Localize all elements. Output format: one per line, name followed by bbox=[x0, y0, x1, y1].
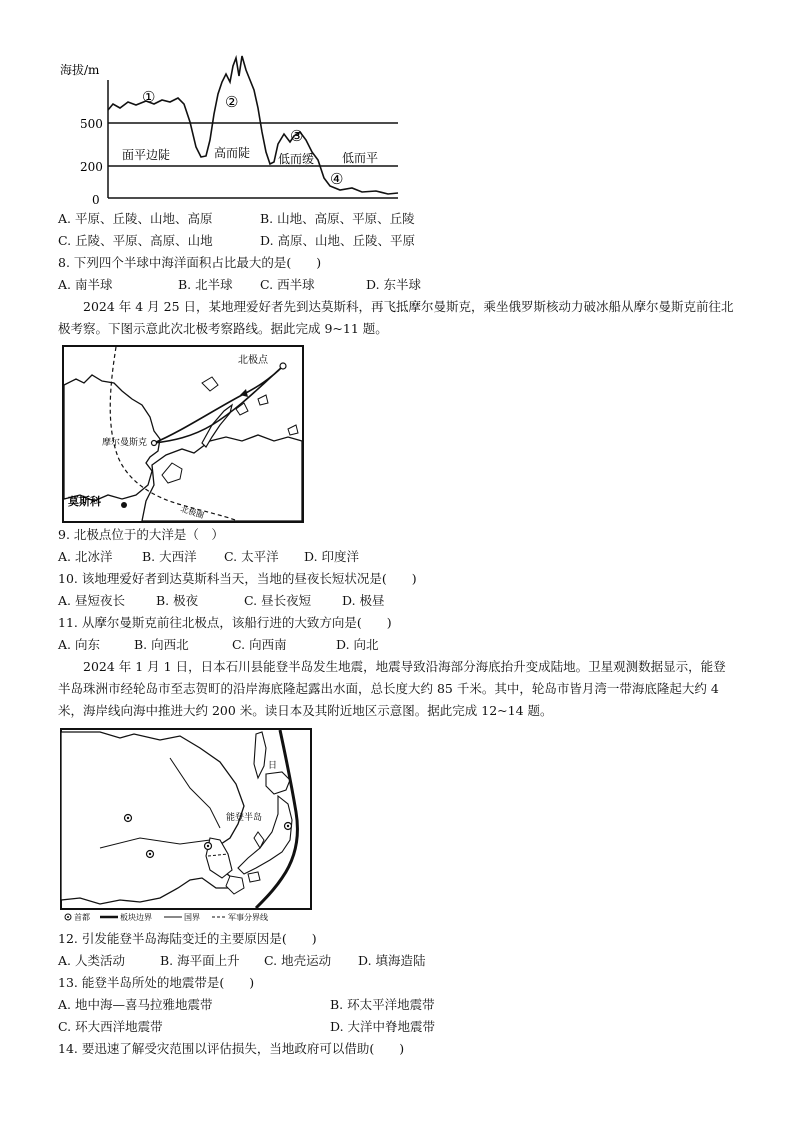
shikoku bbox=[248, 872, 260, 882]
q9-option-c[interactable]: C. 太平洋 bbox=[224, 549, 279, 564]
north-pole-label: 北极点 bbox=[238, 355, 268, 366]
arctic-route-map bbox=[62, 345, 304, 523]
moscow-label: 莫斯科 bbox=[68, 495, 101, 508]
circle-4: ④ bbox=[330, 170, 344, 188]
q13-option-c[interactable]: C. 环大西洋地震带 bbox=[58, 1019, 163, 1034]
q13-option-a[interactable]: A. 地中海—喜马拉雅地震带 bbox=[58, 997, 213, 1012]
tick-500: 500 bbox=[80, 117, 103, 131]
japan-label: 日 bbox=[268, 761, 278, 771]
q12-option-c[interactable]: C. 地壳运动 bbox=[264, 953, 332, 968]
legend-plate: 板块边界 bbox=[120, 913, 152, 922]
circle-1: ① bbox=[142, 88, 156, 106]
q11-option-c[interactable]: C. 向西南 bbox=[232, 637, 287, 652]
q9-option-b[interactable]: B. 大西洋 bbox=[142, 549, 197, 564]
q14-stem: 14. 要迅速了解受灾范围以评估损失，当地政府可以借助( ) bbox=[58, 1041, 405, 1056]
q11-option-d[interactable]: D. 向北 bbox=[336, 637, 379, 652]
q8-option-b[interactable]: B. 北半球 bbox=[178, 277, 233, 292]
q10-option-b[interactable]: B. 极夜 bbox=[156, 593, 199, 608]
murmansk-label: 摩尔曼斯克 bbox=[102, 438, 148, 448]
terrain-curve bbox=[108, 56, 398, 194]
q12-option-a[interactable]: A. 人类活动 bbox=[58, 953, 125, 968]
legend-border: 国界 bbox=[184, 913, 200, 922]
region-label-1: 面平边陡 bbox=[122, 148, 171, 162]
q13-stem: 13. 能登半岛所处的地震带是( ) bbox=[58, 975, 255, 990]
tick-0: 0 bbox=[92, 193, 100, 207]
q11-option-b[interactable]: B. 向西北 bbox=[134, 637, 189, 652]
q8-option-d[interactable]: D. 东半球 bbox=[366, 277, 422, 292]
q13-option-d[interactable]: D. 大洋中脊地震带 bbox=[330, 1019, 436, 1034]
q9-option-a[interactable]: A. 北冰洋 bbox=[58, 549, 113, 564]
terrain-profile-figure bbox=[58, 52, 408, 212]
q8-stem: 8. 下列四个半球中海洋面积占比最大的是( ) bbox=[58, 255, 322, 270]
q10-option-c[interactable]: C. 昼长夜短 bbox=[244, 593, 312, 608]
q7-option-c[interactable]: C. 丘陵、平原、高原、山地 bbox=[58, 233, 213, 248]
q8-option-a[interactable]: A. 南半球 bbox=[58, 277, 113, 292]
q9-option-d[interactable]: D. 印度洋 bbox=[304, 549, 360, 564]
q12-option-b[interactable]: B. 海平面上升 bbox=[160, 953, 240, 968]
legend-military: 军事分界线 bbox=[228, 913, 268, 922]
q7-option-a[interactable]: A. 平原、丘陵、山地、高原 bbox=[58, 211, 213, 226]
q10-stem: 10. 该地理爱好者到达莫斯科当天，当地的昼夜长短状况是( ) bbox=[58, 571, 417, 586]
q9-stem: 9. 北极点位于的大洋是（ ） bbox=[58, 527, 224, 542]
noto-label: 能登半岛 bbox=[226, 813, 263, 823]
q13-option-b[interactable]: B. 环太平洋地震带 bbox=[330, 997, 435, 1012]
moscow-marker bbox=[121, 502, 127, 508]
q11-stem: 11. 从摩尔曼斯克前往北极点，该船行进的大致方向是( ) bbox=[58, 615, 392, 630]
region-label-4: 低而平 bbox=[342, 151, 379, 165]
tick-200: 200 bbox=[80, 160, 103, 174]
region-label-2: 高而陡 bbox=[214, 146, 251, 160]
circle-2: ② bbox=[225, 93, 239, 111]
q10-option-d[interactable]: D. 极昼 bbox=[342, 593, 385, 608]
q12-option-d[interactable]: D. 填海造陆 bbox=[358, 953, 426, 968]
intro-9-11: 2024 年 4 月 25 日，某地理爱好者先到达莫斯科，再飞抵摩尔曼斯克，乘坐俄罗斯核动力破冰船从摩尔曼斯克前往北极考察。下图示意此次北极考察路线。据此完成 9~11 题。 bbox=[58, 299, 734, 336]
q12-stem: 12. 引发能登半岛海陆变迁的主要原因是( ) bbox=[58, 931, 317, 946]
profile-ylabel: 海拔/m bbox=[60, 63, 100, 77]
murmansk-marker bbox=[152, 441, 157, 446]
map2-legend bbox=[65, 912, 268, 922]
arctic-circle-label: 北极圈 bbox=[179, 504, 205, 521]
q7-option-b[interactable]: B. 山地、高原、平原、丘陵 bbox=[260, 211, 415, 226]
circle-3: ③ bbox=[290, 127, 304, 145]
north-pole-marker bbox=[280, 363, 286, 369]
q8-option-c[interactable]: C. 西半球 bbox=[260, 277, 315, 292]
legend-capital: 首都 bbox=[74, 913, 90, 922]
region-label-3: 低而缓 bbox=[278, 152, 315, 166]
q11-option-a[interactable]: A. 向东 bbox=[58, 637, 100, 652]
q10-option-a[interactable]: A. 昼短夜长 bbox=[58, 593, 125, 608]
intro-12-14: 2024 年 1 月 1 日，日本石川县能登半岛发生地震，地震导致沿海部分海底抬升变成陆地。卫星观测数据显示，能登半岛珠洲市经轮岛市至志贺町的沿岸海底隆起露出水面，总长度大约 85 千米。其中，轮岛市皆月湾一带海底隆起大约 4 米，海岸线向海中推进大约 200 米。读日本及其附近地区示意图。据此完成 12~14 题。 bbox=[58, 659, 726, 718]
q7-option-d[interactable]: D. 高原、山地、丘陵、平原 bbox=[260, 233, 416, 248]
japan-map bbox=[60, 728, 312, 924]
